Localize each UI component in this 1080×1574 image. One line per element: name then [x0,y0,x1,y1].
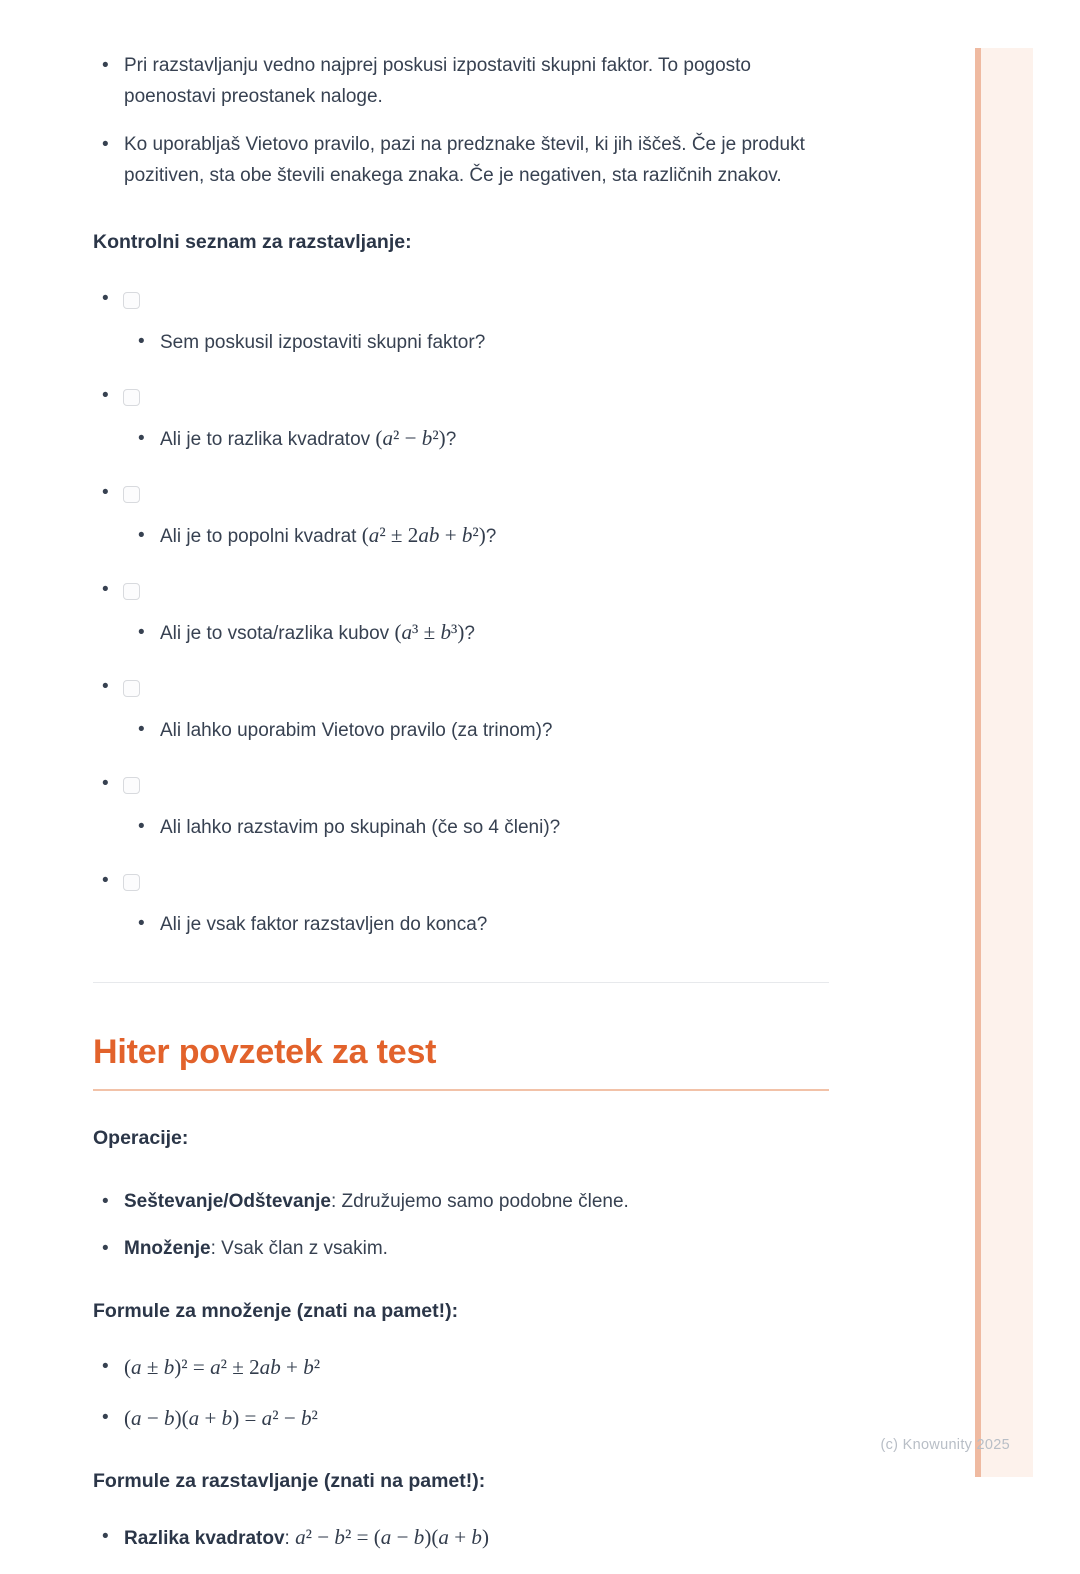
checklist-question [93,425,829,453]
checkbox-row [93,874,829,893]
intro-bullet: • Pri razstavljanju vedno najprej poskusi izpostaviti skupni faktor. To pogosto poenostavi preostanek naloge. [93,50,829,112]
math-expression: (a² − b²) [375,426,446,450]
checkbox-row [93,292,829,311]
question-text: Ali lahko uporabim Vietovo pravilo (za trinom)? [160,720,553,741]
question-text: Ali je to popolni kvadrat [160,526,362,547]
formula-item [93,1353,829,1383]
check-item [93,486,829,550]
intro-bullet: • Ko uporabljaš Vietovo pravilo, pazi na predznake števil, ki jih iščeš. Če je produkt pozitiven, sta obe števili enakega znaka. Če je negativen, sta različnih znakov. [93,129,829,191]
math-expression: (a³ ± b³) [394,620,465,644]
checkbox[interactable] [123,680,140,697]
question-suffix: ? [464,623,475,644]
multiplication-formulas-heading: Formule za množenje (znati na pamet!): [93,1300,459,1322]
checklist [93,292,829,938]
question-text: Ali je vsak faktor razstavljen do konca? [160,914,488,935]
section-divider [93,982,829,983]
document-content [93,0,829,1574]
intro-bullet-list [93,0,829,191]
check-item [93,777,829,841]
checkbox-row [93,583,829,602]
operations-list [93,1186,829,1264]
checklist-question [93,910,829,938]
watermark: (c) Knowunity 2025 [880,1437,1010,1453]
math-expression: (a² ± 2ab + b²) [361,523,486,547]
page-edge-decoration [975,48,1033,1477]
checklist-question [93,716,829,744]
checkbox-row [93,680,829,699]
section-heading: Hiter povzetek za test [93,1033,829,1091]
checklist-question [93,813,829,841]
checkbox[interactable] [123,777,140,794]
checklist-heading: Kontrolni seznam za razstavljanje: [93,231,412,253]
formula-term: Razlika kvadratov [124,1528,285,1549]
factoring-formulas-heading: Formule za razstavljanje (znati na pamet!): [93,1470,486,1492]
checkbox[interactable] [123,874,140,891]
checkbox[interactable] [123,583,140,600]
question-suffix: ? [445,429,457,450]
check-item [93,389,829,453]
checkbox-row [93,389,829,408]
checkbox[interactable] [123,292,140,309]
math-expression: (a ± b)² = a² ± 2ab + b² [124,1355,321,1379]
check-item [93,874,829,938]
check-item [93,680,829,744]
math-expression: (a − b)(a + b) = a² − b² [124,1406,318,1430]
formula-item [93,1404,829,1434]
check-item [93,583,829,647]
operation-term: Seštevanje/Odštevanje [124,1191,331,1212]
operations-heading: Operacije: [93,1127,189,1149]
formula-colon: : [284,1528,296,1549]
operation-item [93,1233,829,1264]
operation-text: : Združujemo samo podobne člene. [331,1191,629,1212]
multiplication-formulas-list [93,1353,829,1434]
question-suffix: ? [485,526,497,547]
question-text: Ali je to vsota/razlika kubov [160,623,395,644]
checkbox-row [93,486,829,505]
checklist-question [93,522,829,550]
operation-text: : Vsak član z vsakim. [210,1238,388,1259]
checklist-question [93,328,829,356]
question-text: Ali lahko razstavim po skupinah (če so 4 členi)? [160,817,561,838]
check-item [93,292,829,356]
checkbox-row [93,777,829,796]
checkbox[interactable] [123,486,140,503]
question-text: Sem poskusil izpostaviti skupni faktor? [160,332,486,353]
operation-term: Množenje [124,1238,211,1259]
checklist-question [93,619,829,647]
operation-item [93,1186,829,1217]
question-text: Ali je to razlika kvadratov [160,429,376,450]
checkbox[interactable] [123,389,140,406]
math-expression: a² − b² = (a − b)(a + b) [295,1525,489,1549]
